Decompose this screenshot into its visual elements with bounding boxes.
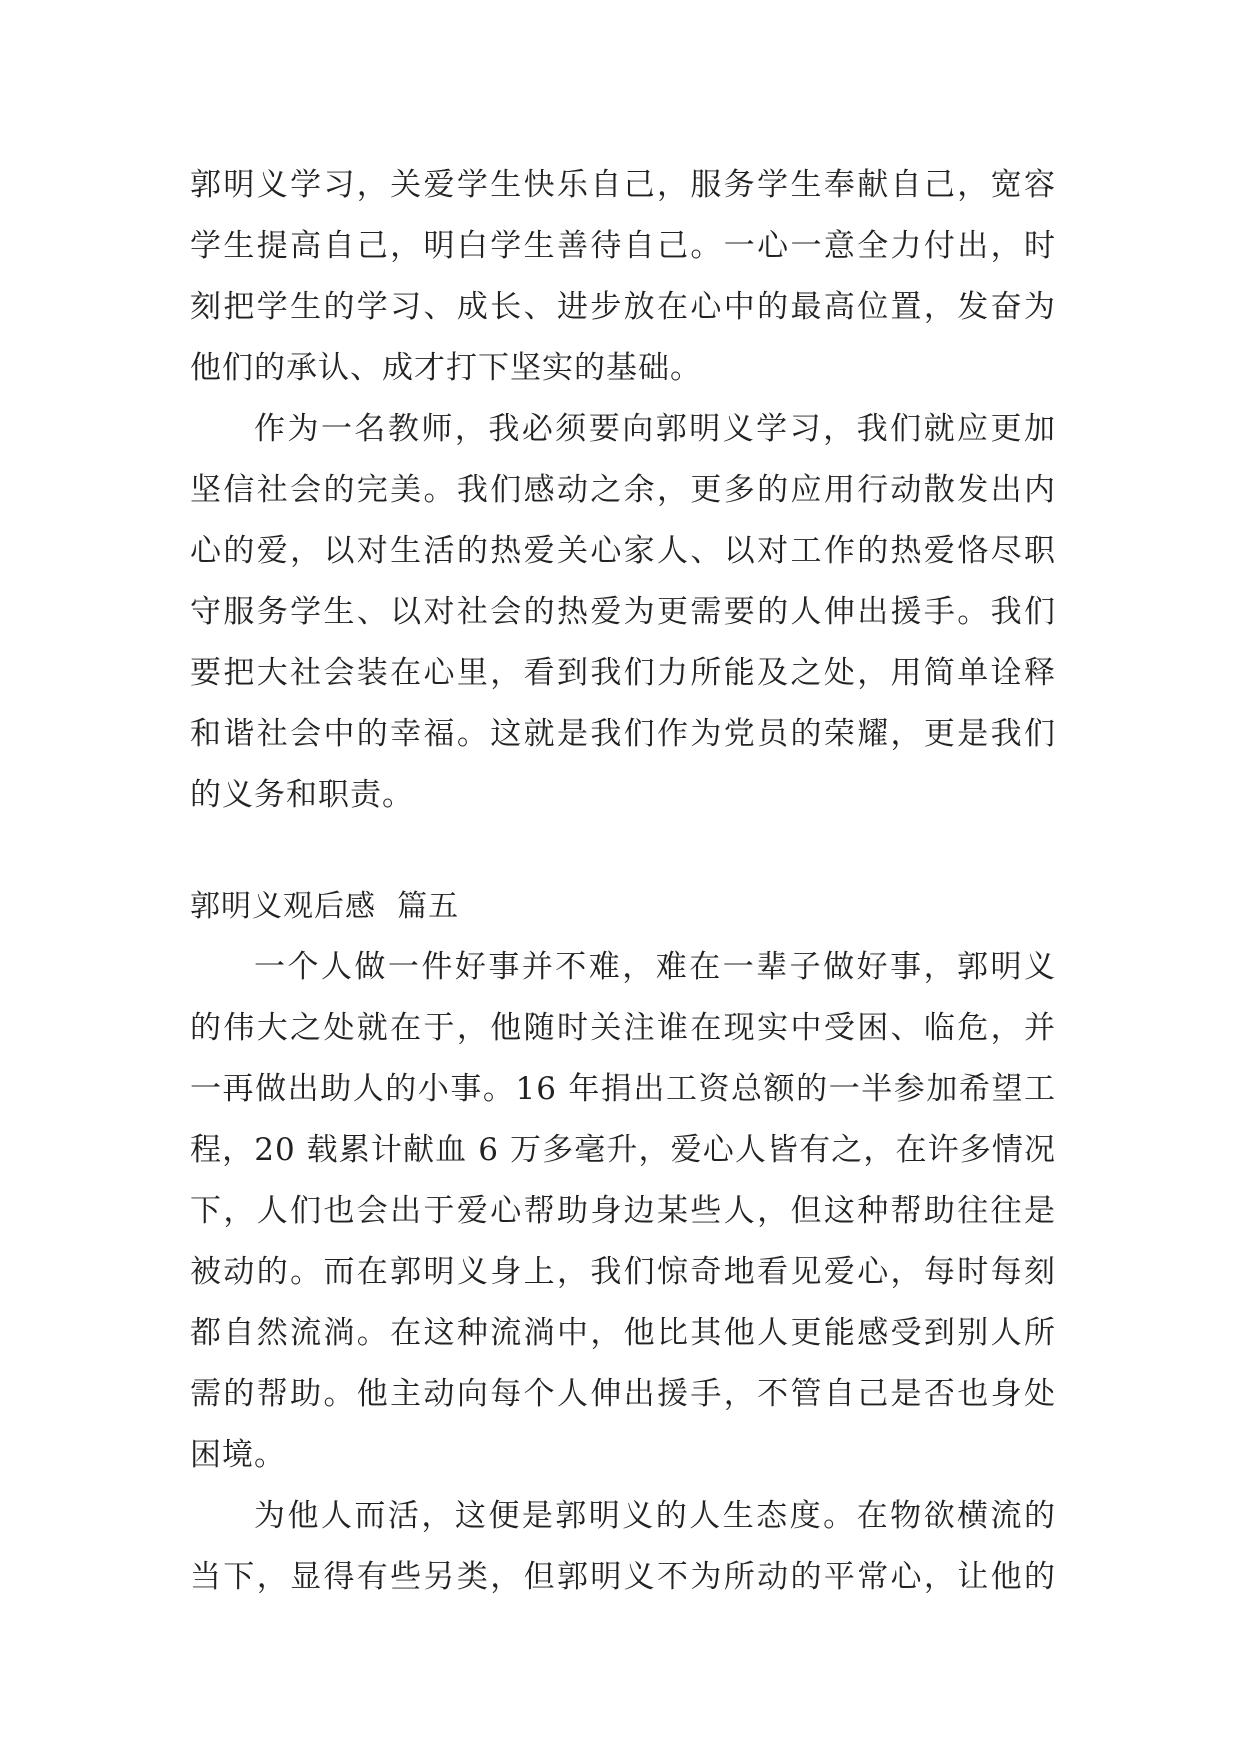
paragraph-1 [190,155,1056,399]
section-heading: 郭明义观后感 篇五 [190,889,460,924]
text-line: 守服务学生、以对社会的热爱为更需要的人伸出援手。我们 [190,594,1056,630]
text-line: 都自然流淌。在这种流淌中，他比其他人更能感受到别人所 [190,1315,1056,1351]
section-gap [190,826,1056,876]
text-line: 刻把学生的学习、成长、进步放在心中的最高位置，发奋为 [190,289,1056,325]
text-line: 他们的承认、成才打下坚实的基础。 [190,350,702,386]
paragraph-3 [190,937,1056,1486]
text-line: 和谐社会中的幸福。这就是我们作为党员的荣耀，更是我们 [190,716,1056,752]
document-page [190,155,1056,1608]
text-line: 心的爱，以对生活的热爱关心家人、以对工作的热爱恪尽职 [190,533,1056,569]
text-line: 作为一名教师，我必须要向郭明义学习，我们就应更加 [254,411,1056,447]
text-line: 学生提高自己，明白学生善待自己。一心一意全力付出，时 [190,228,1056,264]
text-line: 的伟大之处就在于，他随时关注谁在现实中受困、临危，并 [190,1010,1056,1046]
text-line: 郭明义学习，关爱学生快乐自己，服务学生奉献自己，宽容 [190,167,1056,203]
text-line: 一个人做一件好事并不难，难在一辈子做好事，郭明义 [254,949,1056,985]
paragraph-2 [190,399,1056,826]
text-line: 坚信社会的完美。我们感动之余，更多的应用行动散发出内 [190,472,1056,508]
text-line: 当下，显得有些另类，但郭明义不为所动的平常心，让他的 [190,1559,1056,1595]
text-line: 为他人而活，这便是郭明义的人生态度。在物欲横流的 [254,1498,1056,1534]
text-line: 要把大社会装在心里，看到我们力所能及之处，用简单诠释 [190,655,1056,691]
text-line: 的义务和职责。 [190,777,414,813]
text-line: 困境。 [190,1437,286,1473]
text-line: 被动的。而在郭明义身上，我们惊奇地看见爱心，每时每刻 [190,1254,1056,1290]
paragraph-4 [190,1486,1056,1608]
text-line: 需的帮助。他主动向每个人伸出援手，不管自己是否也身处 [190,1376,1056,1412]
text-line: 程，20 载累计献血 6 万多毫升，爱心人皆有之，在许多情况 [190,1132,1056,1168]
text-line: 一再做出助人的小事。16 年捐出工资总额的一半参加希望工 [190,1071,1056,1107]
text-line: 下，人们也会出于爱心帮助身边某些人，但这种帮助往往是 [190,1193,1056,1229]
